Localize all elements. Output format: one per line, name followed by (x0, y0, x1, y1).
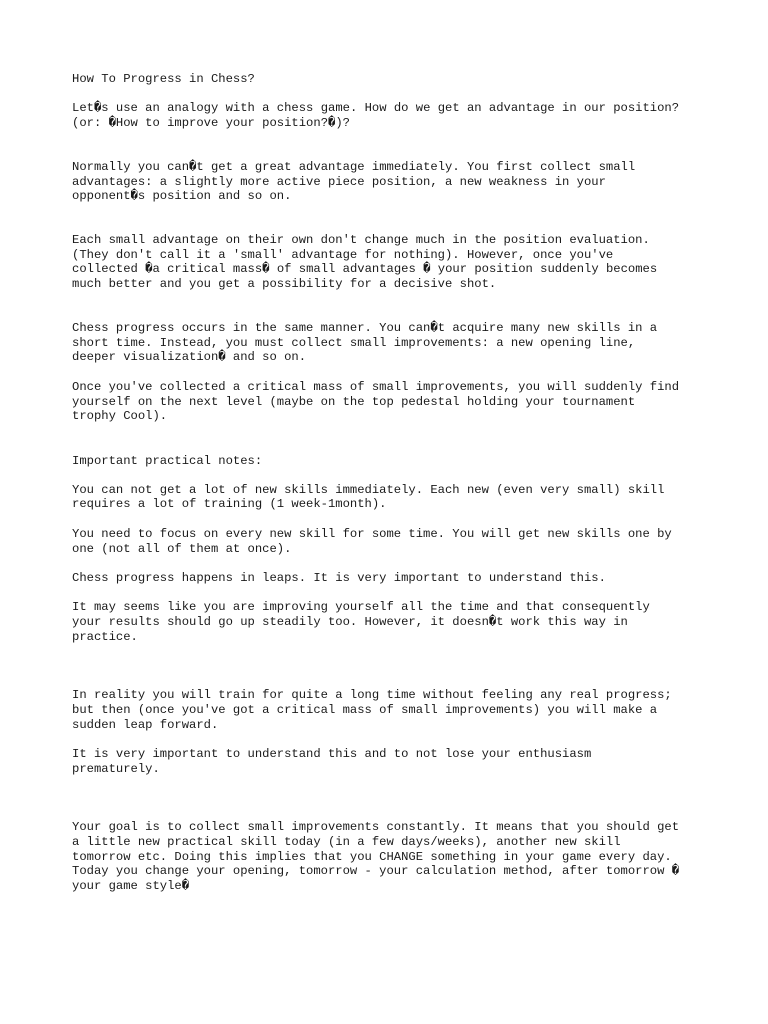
paragraph-13-line-2: a little new practical skill today (in a few days/weeks), another new skill (72, 835, 621, 849)
paragraph-13-line-5: your game style� (72, 879, 190, 893)
paragraph-4-line-1: Chess progress occurs in the same manner. You can�t acquire many new skills in a (72, 321, 658, 335)
paragraph-5-line-3: trophy Cool). (72, 409, 168, 423)
paragraph-2-line-3: opponent�s position and so on. (72, 189, 292, 203)
paragraph-4-line-2: short time. Instead, you must collect small improvements: a new opening line, (72, 336, 636, 350)
paragraph-10-line-1: It may seems like you are improving yourself all the time and that consequently (72, 600, 650, 614)
paragraph-4-line-3: deeper visualization� and so on. (72, 350, 307, 364)
paragraph-12-line-1: It is very important to understand this and to not lose your enthusiasm (72, 747, 592, 761)
paragraph-10-line-2: your results should go up steadily too. However, it doesn�t work this way in (72, 615, 628, 629)
paragraph-1-line-2: (or: �How to improve your position?�)? (72, 116, 350, 130)
paragraph-11-line-2: but then (once you've got a critical mass of small improvements) you will make a (72, 703, 658, 717)
paragraph-2-line-2: advantages: a slightly more active piece position, a new weakness in your (72, 175, 606, 189)
paragraph-3-line-3: collected �a critical mass� of small advantages � your position suddenly becomes (72, 262, 658, 276)
paragraph-8-line-2: one (not all of them at once). (72, 542, 292, 556)
paragraph-3-line-1: Each small advantage on their own don't change much in the position evaluation. (72, 233, 650, 247)
paragraph-5-line-2: yourself on the next level (maybe on the top pedestal holding your tournament (72, 395, 636, 409)
paragraph-7-line-1: You can not get a lot of new skills immediately. Each new (even very small) skill (72, 483, 665, 497)
paragraph-1-line-1: Let�s use an analogy with a chess game. How do we get an advantage in our position? (72, 101, 680, 115)
paragraph-11-line-1: In reality you will train for quite a long time without feeling any real progress; (72, 688, 672, 702)
paragraph-3-line-4: much better and you get a possibility for a decisive shot. (72, 277, 497, 291)
paragraph-8-line-1: You need to focus on every new skill for some time. You will get new skills one by (72, 527, 672, 541)
notes-heading: Important practical notes: (72, 454, 263, 468)
paragraph-13-line-1: Your goal is to collect small improvements constantly. It means that you should get (72, 820, 680, 834)
paragraph-10-line-3: practice. (72, 630, 138, 644)
paragraph-7-line-2: requires a lot of training (1 week-1month). (72, 497, 387, 511)
paragraph-3-line-2: (They don't call it a 'small' advantage for nothing). However, once you've (72, 248, 614, 262)
paragraph-12-line-2: prematurely. (72, 762, 160, 776)
paragraph-5-line-1: Once you've collected a critical mass of small improvements, you will suddenly find (72, 380, 680, 394)
paragraph-9-line-1: Chess progress happens in leaps. It is very important to understand this. (72, 571, 606, 585)
paragraph-13-line-4: Today you change your opening, tomorrow - your calculation method, after tomorrow � (72, 864, 680, 878)
paragraph-2-line-1: Normally you can�t get a great advantage immediately. You first collect small (72, 160, 636, 174)
paragraph-13-line-3: tomorrow etc. Doing this implies that you CHANGE something in your game every day. (72, 850, 672, 864)
paragraph-11-line-3: sudden leap forward. (72, 718, 219, 732)
document-title: How To Progress in Chess? (72, 72, 255, 86)
